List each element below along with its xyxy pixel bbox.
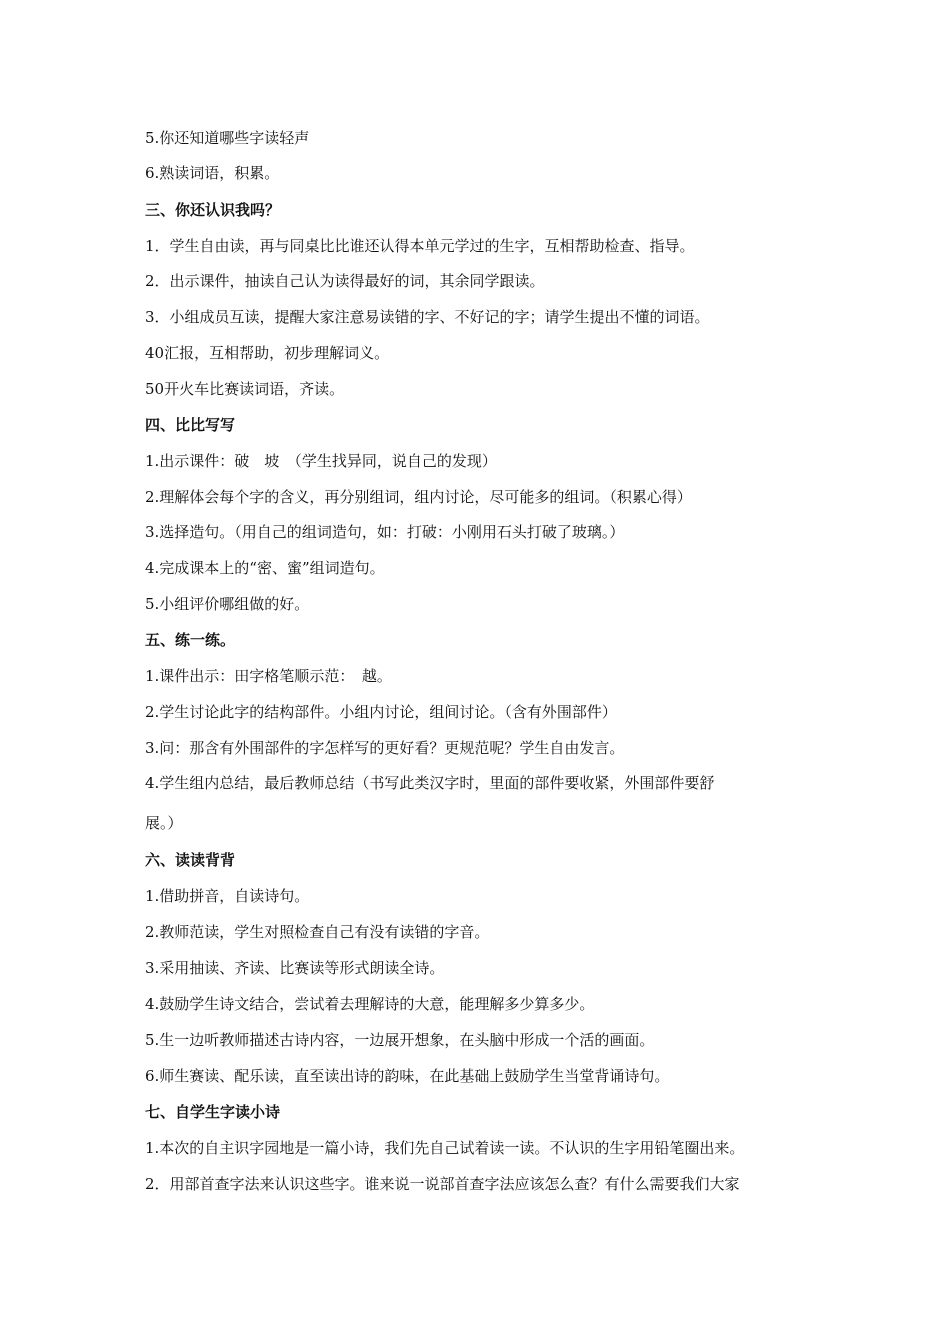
paragraph-line: 40汇报，互相帮助，初步理解词义。 bbox=[145, 344, 390, 362]
paragraph-line: 1.本次的自主识字园地是一篇小诗，我们先自己试着读一读。不认识的生字用铅笔圈出来。 bbox=[145, 1139, 745, 1157]
section-heading: 五、练一练。 bbox=[145, 631, 236, 649]
section-heading: 三、你还认识我吗？ bbox=[145, 201, 281, 219]
paragraph-line: 2.理解体会每个字的含义，再分别组词，组内讨论，尽可能多的组词。（积累心得） bbox=[145, 488, 692, 506]
section-heading: 七、自学生字读小诗 bbox=[145, 1103, 281, 1121]
paragraph-line: 1.借助拼音，自读诗句。 bbox=[145, 887, 310, 905]
paragraph-line: 3．小组成员互读，提醒大家注意易读错的字、不好记的字；请学生提出不懂的词语。 bbox=[145, 308, 710, 326]
paragraph-line: 4.完成课本上的“密、蜜”组词造句。 bbox=[145, 559, 385, 577]
section-heading: 四、比比写写 bbox=[145, 416, 236, 434]
paragraph-line: 4.鼓励学生诗文结合，尝试着去理解诗的大意，能理解多少算多少。 bbox=[145, 995, 595, 1013]
paragraph-line: 6.熟读词语，积累。 bbox=[145, 164, 280, 182]
paragraph-line: 2．用部首查字法来认识这些字。谁来说一说部首查字法应该怎么查？有什么需要我们大家 bbox=[145, 1175, 740, 1193]
paragraph-line: 2.教师范读，学生对照检查自己有没有读错的字音。 bbox=[145, 923, 490, 941]
paragraph-line: 1.课件出示：田字格笔顺示范： 越。 bbox=[145, 667, 392, 685]
paragraph-line: 6.师生赛读、配乐读，直至读出诗的韵味，在此基础上鼓励学生当堂背诵诗句。 bbox=[145, 1067, 670, 1085]
section-heading: 六、读读背背 bbox=[145, 851, 236, 869]
paragraph-line: 5.你还知道哪些字读轻声 bbox=[145, 129, 310, 147]
paragraph-line: 展。） bbox=[145, 814, 183, 832]
paragraph-line: 5.生一边听教师描述古诗内容，一边展开想象，在头脑中形成一个活的画面。 bbox=[145, 1031, 655, 1049]
paragraph-line: 1．学生自由读，再与同桌比比谁还认得本单元学过的生字，互相帮助检查、指导。 bbox=[145, 237, 695, 255]
paragraph-line: 4.学生组内总结，最后教师总结（书写此类汉字时，里面的部件要收紧，外围部件要舒 bbox=[145, 774, 715, 792]
paragraph-line: 3.采用抽读、齐读、比赛读等形式朗读全诗。 bbox=[145, 959, 445, 977]
paragraph-line: 2.学生讨论此字的结构部件。小组内讨论，组间讨论。（含有外围部件） bbox=[145, 703, 617, 721]
paragraph-line: 3.选择造句。（用自己的组词造句，如：打破：小刚用石头打破了玻璃。） bbox=[145, 523, 625, 541]
paragraph-line: 3.问：那含有外围部件的字怎样写的更好看？更规范呢？学生自由发言。 bbox=[145, 739, 625, 757]
paragraph-line: 5.小组评价哪组做的好。 bbox=[145, 595, 310, 613]
paragraph-line: 50开火车比赛读词语，齐读。 bbox=[145, 380, 345, 398]
paragraph-line: 1.出示课件：破 坡 （学生找异同，说自己的发现） bbox=[145, 452, 497, 470]
paragraph-line: 2．出示课件，抽读自己认为读得最好的词，其余同学跟读。 bbox=[145, 272, 545, 290]
